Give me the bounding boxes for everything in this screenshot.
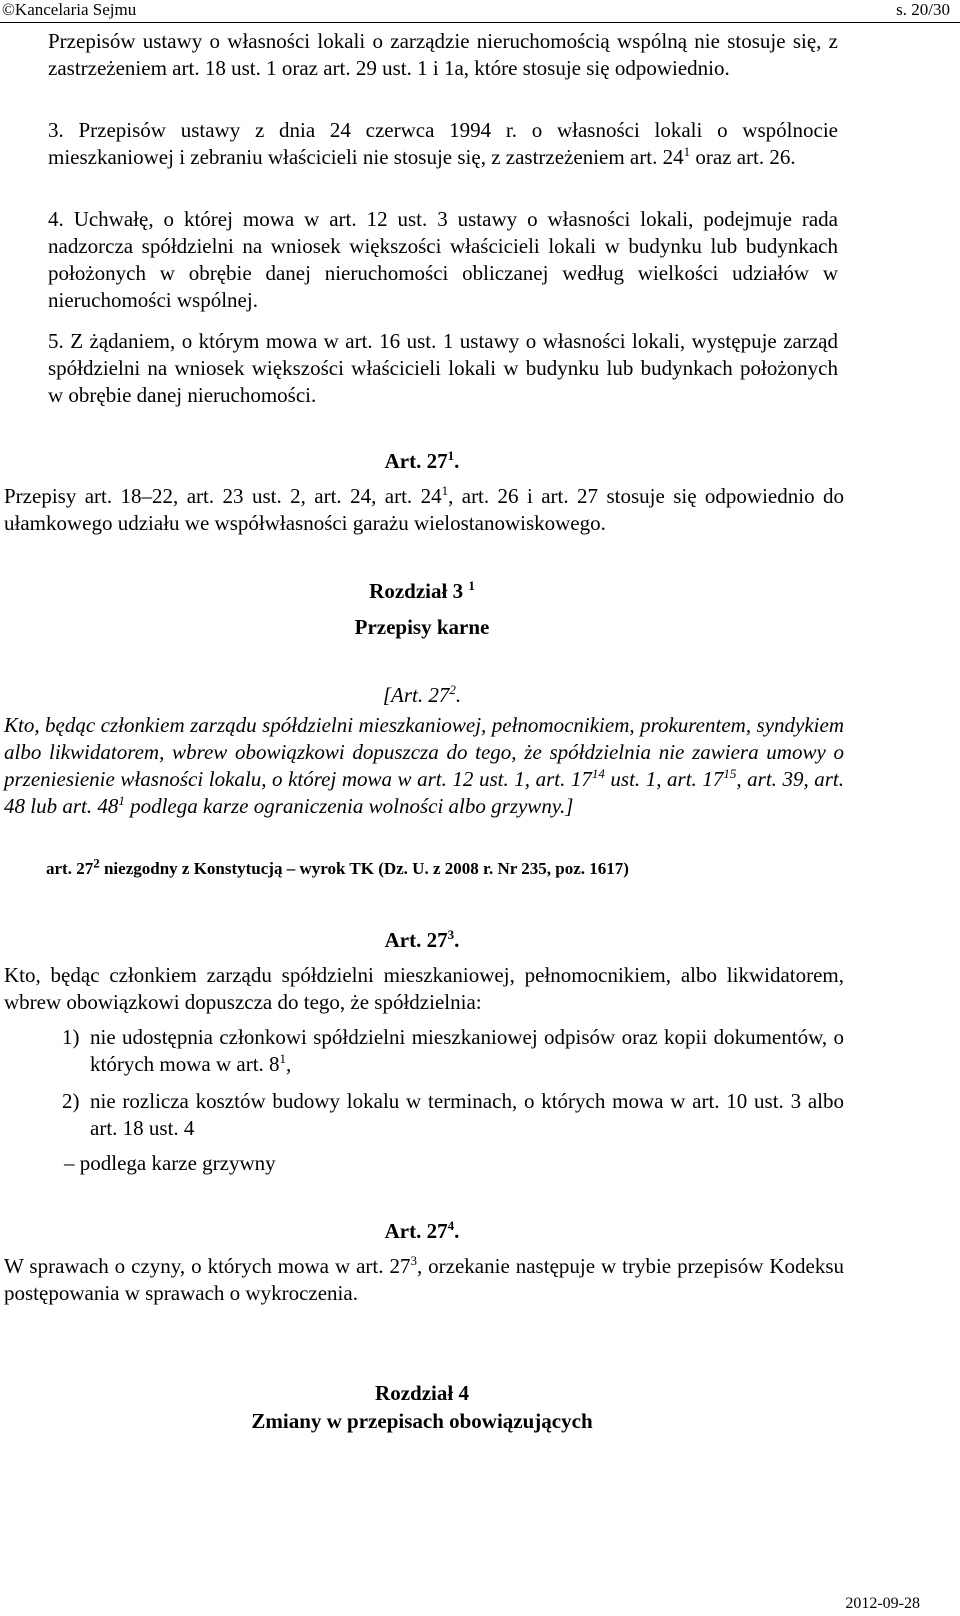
- page-number: s. 20/30: [896, 0, 950, 19]
- art-27-2-heading: [Art. $27^2$.: [382, 682, 462, 707]
- copyright-label: ©Kancelaria Sejmu: [2, 0, 137, 19]
- item-2-number: 2): [62, 1089, 80, 1113]
- page-header: [0, 0, 960, 23]
- item-4: 4. Uchwałę, o której mowa w art. 12 ust. 3 ustawy o własności lokali, podejmuje rada nadzorcza spółdzielni na wniosek większości właścicieli lokali w budynku lub budynkach położonych w obrębie danej nieruchomości obliczanej według wielkości udziałów w nieruchomości wspólnej.: [48, 207, 838, 312]
- paragraph-top: Przepisów ustawy o własności lokali o zarządzie nieruchomością wspólną nie stosuje się, z zastrzeżeniem art. 18 ust. 1 oraz art. 29 ust. 1 i 1a, które stosuje się odpowiednio.: [48, 29, 838, 80]
- art-27-3-item-2: [62, 1088, 844, 1144]
- item-2-text: nie rozlicza kosztów budowy lokalu w terminach, o których mowa w art. 10 ust. 3 albo art. 18 ust. 4: [90, 1089, 844, 1140]
- chapter-4-title: Rozdział 4: [375, 1381, 469, 1405]
- art-27-1-text: Przepisy art. 18–22, art. 23 ust. 2, art. 24, art. $24^1$, art. 26 i art. 27 stosuje się odpowiednio do ułamkowego udziału we współwłasności garażu wielostanowiskowego.: [4, 483, 845, 535]
- item-5: 5. Z żądaniem, o którym mowa w art. 16 ust. 1 ustawy o własności lokali, występuje zarząd spółdzielni na wniosek większości właścicieli lokali w budynku lub budynkach położonych w obrębie danej nieruchomości.: [48, 329, 838, 407]
- chapter-4-subtitle: Zmiany w przepisach obowiązujących: [251, 1409, 593, 1433]
- item-1-text: nie udostępnia członkowi spółdzielni mieszkaniowej odpisów oraz kopii dokumentów, o których mowa w art. $8^1$,: [90, 1025, 844, 1076]
- art-27-3-intro: Kto, będąc członkiem zarządu spółdzielni mieszkaniowej, pełnomocnikiem, albo likwidatorem, wbrew obowiązkowi dopuszcza do tego, że spółdzielnia:: [4, 963, 844, 1014]
- chapter-3-1-title: Rozdział 3 $^1$: [369, 578, 475, 603]
- art-27-4-text: W sprawach o czyny, o których mowa w art. $27^3$, orzekanie następuje w trybie przepisów Kodeksu postępowania w sprawach o wykroczenia.: [4, 1253, 845, 1305]
- art-27-1-heading: Art. $27^1$.: [384, 448, 460, 473]
- item-1-number: 1): [62, 1025, 80, 1049]
- art-27-3-heading: Art. $27^3$.: [384, 927, 460, 952]
- footer-date: 2012-09-28: [845, 1595, 920, 1612]
- art-27-4-heading: Art. $27^4$.: [384, 1218, 460, 1243]
- art-27-3-penalty: – podlega karze grzywny: [64, 1151, 276, 1175]
- art-27-3-item-1: [62, 1024, 844, 1080]
- art-27-2-note: art. $27^2$ niezgodny z Konstytucją – wyrok TK (Dz. U. z 2008 r. Nr 235, poz. 1617): [46, 855, 629, 878]
- art-27-2-text: Kto, będąc członkiem zarządu spółdzielni mieszkaniowej, pełnomocnikiem, prokurentem, syndykiem albo likwidatorem, wbrew obowiązkowi dopuszcza do tego, że spółdzielnia nie zawiera umowy o przeniesienie własności lokalu, o której mowa w art. 12 ust. 1, art. $17^{14}$ ust. 1, art. $17^{15}$, art. 39, art. 48 lub art. $48^1$ podlega karze ograniczenia wolności albo grzywny.]: [4, 713, 845, 818]
- item-3: 3. Przepisów ustawy z dnia 24 czerwca 1994 r. o własności lokali o wspólnocie mieszkaniowej i zebraniu właścicieli nie stosuje się, z zastrzeżeniem art. $24^1$ oraz art. 26.: [48, 118, 838, 169]
- chapter-3-1-subtitle: Przepisy karne: [354, 615, 490, 639]
